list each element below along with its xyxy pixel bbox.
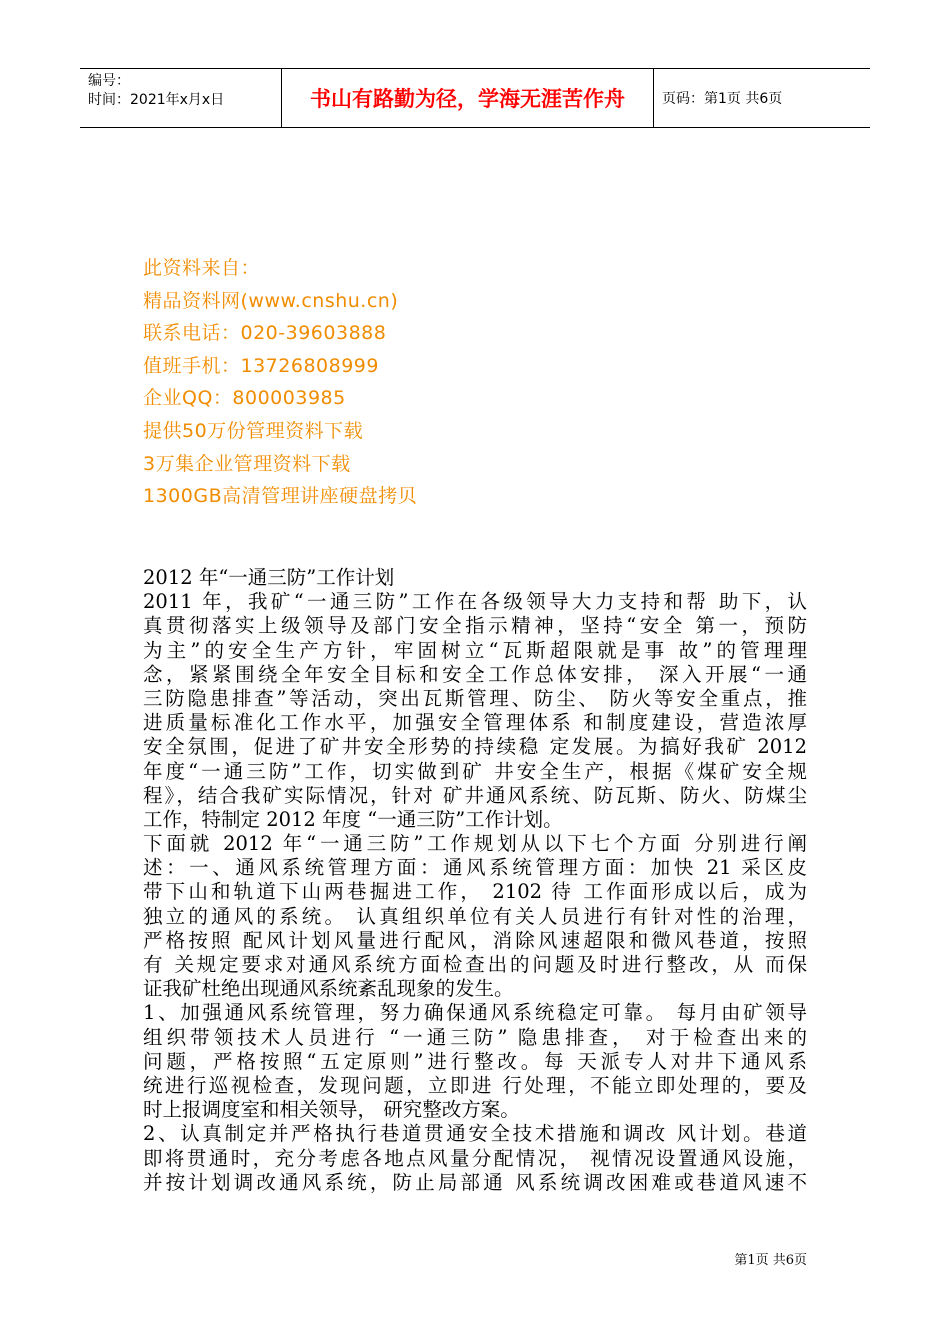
body-line: 1、加强通风系统管理，努力确保通风系统稳定可靠。 每月由矿领导 [143, 1001, 807, 1025]
header-page-number: 页码：第1页 共6页 [662, 91, 783, 107]
header-meta [80, 69, 282, 127]
body-line: 工作，特制定 2012 年度 “一通三防”工作计划。 [143, 807, 563, 831]
body-line: 严格按照 配风计划风量进行配风，消除风速超限和微风巷道，按照 [143, 928, 807, 952]
promo-line: 此资料来自： [143, 257, 261, 279]
promo-line: 精品资料网(www.cnshu.cn) [143, 289, 399, 312]
body-line: 带下山和轨道下山两巷掘进工作， 2102 待 工作面形成以后，成为 [143, 880, 807, 904]
body-line: 年度“一通三防”工作，切实做到矿 井安全生产，根据《煤矿安全规 [143, 759, 807, 783]
body-line: 证我矿杜绝出现通风系统紊乱现象的发生。 [143, 977, 514, 1001]
time-label: 时间：2021年x月x日 [88, 92, 225, 108]
body-line: 组织带领技术人员进行 “一通三防” 隐患排查， 对于检查出来的 [143, 1025, 807, 1049]
promo-block [143, 252, 417, 513]
body-line: 真贯彻落实上级领导及部门安全指示精神，坚持“安全 第一，预防 [143, 614, 807, 638]
body-line: 述：一、通风系统管理方面：通风系统管理方面：加快 21 采区皮 [143, 856, 807, 880]
body-line: 下面就 2012 年“一通三防”工作规划从以下七个方面 分别进行阐 [143, 832, 807, 856]
promo-line: 1300GB高清管理讲座硬盘拷贝 [143, 485, 418, 508]
number-label: 编号： [88, 73, 130, 89]
body-line: 时上报调度室和相关领导， 研究整改方案。 [143, 1098, 520, 1122]
promo-line: 企业QQ：800003985 [143, 387, 346, 410]
header-motto: 书山有路勤为径，学海无涯苦作舟 [282, 69, 654, 127]
body-line: 即将贯通时，充分考虑各地点风量分配情况， 视情况设置通风设施， [143, 1146, 807, 1170]
document-title: 2012 年“一通三防”工作计划 [143, 566, 395, 589]
body-line: 安全氛围，促进了矿井安全形势的持续稳 定发展。为搞好我矿 2012 [143, 735, 807, 759]
body-line: 进质量标准化工作水平，加强安全管理体系 和制度建设，营造浓厚 [143, 711, 807, 735]
body-line: 2011 年，我矿“一通三防”工作在各级领导大力支持和帮 助下，认 [143, 590, 807, 614]
body-line: 并按计划调改通风系统，防止局部通 风系统调改困难或巷道风速不 [143, 1170, 807, 1194]
body-line: 统进行巡视检查，发现问题，立即进 行处理，不能立即处理的，要及 [143, 1073, 807, 1097]
body-line: 为主”的安全生产方针，牢固树立“瓦斯超限就是事 故”的管理理 [143, 638, 807, 662]
body-line: 问题，严格按照“五定原则”进行整改。每 天派专人对井下通风系 [143, 1049, 807, 1073]
promo-line: 3万集企业管理资料下载 [143, 452, 351, 475]
document-body [143, 566, 807, 1195]
body-line: 独立的通风的系统。 认真组织单位有关人员进行有针对性的治理， [143, 904, 807, 928]
promo-line: 值班手机：13726808999 [143, 354, 379, 377]
body-line: 有 关规定要求对通风系统方面检查出的问题及时进行整改，从 而保 [143, 953, 807, 976]
page-header [80, 68, 870, 128]
body-line: 念，紧紧围绕全年安全目标和安全工作总体安排， 深入开展“一通 [143, 662, 807, 686]
promo-line: 联系电话：020-39603888 [143, 322, 387, 345]
promo-line: 提供50万份管理资料下载 [143, 419, 364, 442]
body-line: 程》，结合我矿实际情况，针对 矿井通风系统、防瓦斯、防火、防煤尘 [143, 783, 807, 807]
page-footer: 第1页 共6页 [734, 1253, 807, 1268]
body-line: 2、认真制定并严格执行巷道贯通安全技术措施和调改 风计划。巷道 [143, 1122, 807, 1146]
body-line: 三防隐患排查”等活动，突出瓦斯管理、防尘、 防火等安全重点，推 [143, 686, 807, 710]
